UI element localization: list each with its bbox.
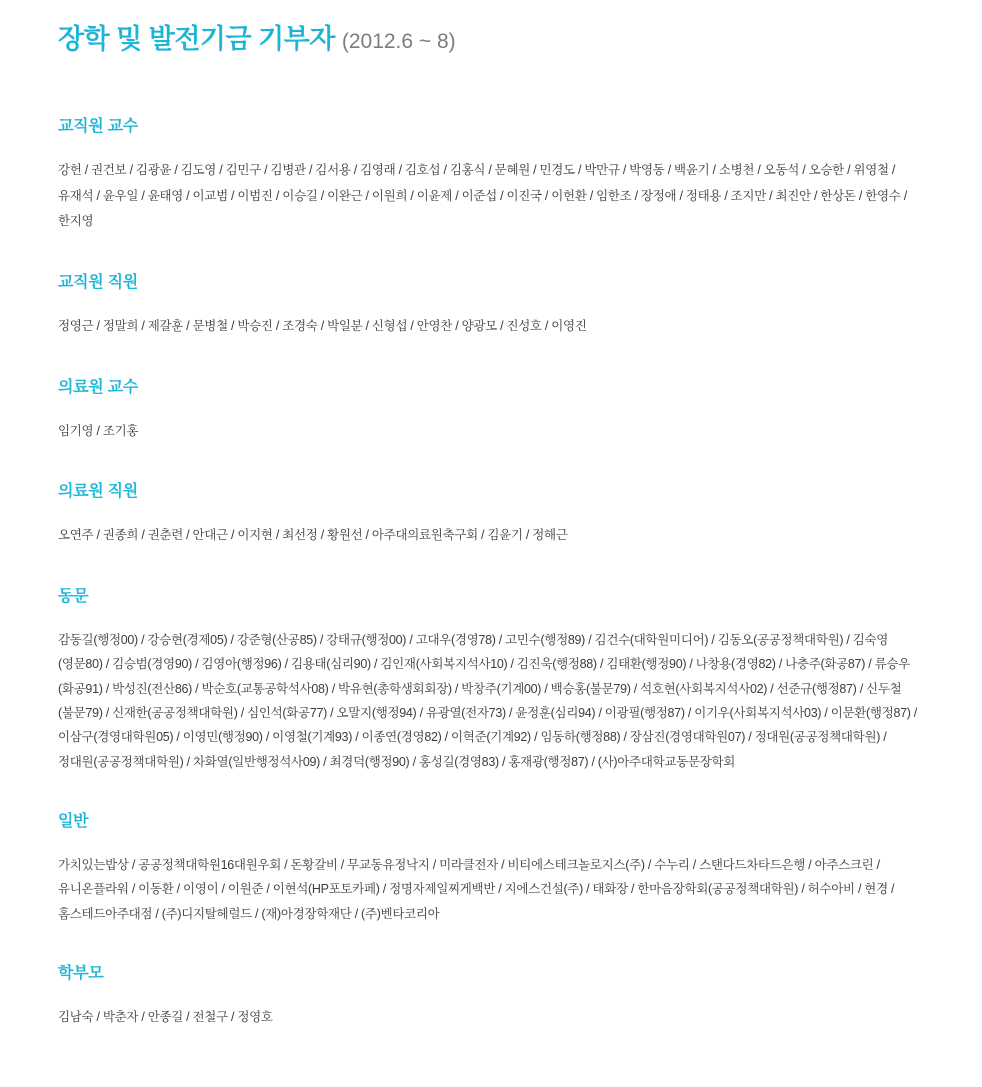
section-body: 정영근 / 정말희 / 제갈훈 / 문병철 / 박승진 / 조경숙 / 박일분 / 신형섭 / 안영찬 / 양광모 / 진성호 / 이영진 — [58, 318, 587, 333]
section-alumni — [58, 583, 924, 774]
section-title: 의료원 교수 — [58, 378, 138, 396]
page-title-period: (2012.6 ~ 8) — [341, 30, 456, 53]
section-title: 일반 — [58, 813, 89, 831]
section-body: 가치있는밥상 / 공공정책대학원16대원우회 / 돈황갈비 / 무교동유정낙지 / 미라클전자 / 비티에스테크놀로지스(주) / 수누리 / 스탠다드차타드은행 / 아주스크린 / 유니온플라워 / 이동환 / 이영이 / 이원준 / 이현석(HP포토카페) / 정명자제일찌게백반 / 지에스건설(주) / 태화장 / 한마음장학회(공공정책대학원) / 허수아비 / 현경 / 홈스테드아주대점 / (주)디지탈헤럴드 / (재)아경장학재단 / (주)벤타코리아 — [58, 858, 895, 921]
section-faculty-staff — [58, 269, 924, 340]
section-parents — [58, 960, 924, 1031]
section-body: 김남숙 / 박춘자 / 안종길 / 전철구 / 정영호 — [58, 1010, 273, 1025]
section-title: 교직원 직원 — [58, 273, 138, 291]
section-medical-center-professor — [58, 374, 924, 445]
section-body: 임기영 / 조기홍 — [58, 423, 139, 438]
page-title — [58, 22, 924, 57]
section-medical-center-staff — [58, 478, 924, 549]
bottom-spacer — [58, 1031, 924, 1041]
section-title: 의료원 직원 — [58, 483, 138, 501]
section-body: 오연주 / 권종희 / 권춘련 / 안대근 / 이지현 / 최선정 / 황원선 / 아주대의료원축구회 / 김윤기 / 정해근 — [58, 528, 568, 543]
section-title: 동문 — [58, 587, 89, 605]
section-title: 교직원 교수 — [58, 118, 138, 136]
section-general — [58, 808, 924, 926]
section-body: 강헌 / 권건보 / 김광윤 / 김도영 / 김민구 / 김병관 / 김서용 / 김영래 / 김호섭 / 김홍식 / 문혜원 / 민경도 / 박만규 / 박영동 / 백윤기 / 소병천 / 오동석 / 오승한 / 위영철 / 유재석 / 윤우일 / 윤태영 / 이교범 / 이범진 / 이승길 / 이완근 / 이원희 / 이윤제 / 이준섭 / 이진국 / 이헌환 / 임한조 / 장정애 / 정태용 / 조지만 / 최진안 / 한상돈 / 한영수 / 한지영 — [58, 163, 907, 229]
section-title: 학부모 — [58, 965, 104, 983]
page-title-text: 장학 및 발전기금 기부자 — [58, 24, 335, 54]
section-faculty-professor — [58, 113, 924, 235]
section-body: 감동길(행정00) / 강승현(경제05) / 강준형(산공85) / 강태규(행정00) / 고대우(경영78) / 고민수(행정89) / 김건수(대학원미디어) / 김동오(공공정책대학원) / 김숙영(영문80) / 김승범(경영90) / 김영아(행정96) / 김용태(심리90) / 김인재(사회복지석사10) / 김진욱(행정88) / 김태환(행정90) / 나창용(경영82) / 나충주(화공87) / 류승우(화공91) / 박성진(전산86) / 박순호(교통공학석사08) / 박유현(총학생회회장) / 박창주(기계00) / 백승홍(불문79) / 석호현(사회복지석사02) / 선준규(행정87) / 신두철(불문79) / 신재한(공공정책대학원) / 심인석(화공77) / 오말지(행정94) / 유광열(전자73) / 윤정훈(심리94) / 이광필(행정87) / 이기우(사회복지석사03) / 이문환(행정87) / 이삼구(경영대학원05) / 이영민(행정90) / 이영철(기계93) / 이종연(경영82) / 이혁준(기계92) / 임동하(행정88) / 장삼진(경영대학원07) / 정대원(공공정책대학원) / 정대원(공공정책대학원) / 차화열(일반행정석사09) / 최경덕(행정90) / 홍성길(경영83) / 홍재광(행정87) / (사)아주대학교동문장학회 — [58, 632, 917, 769]
